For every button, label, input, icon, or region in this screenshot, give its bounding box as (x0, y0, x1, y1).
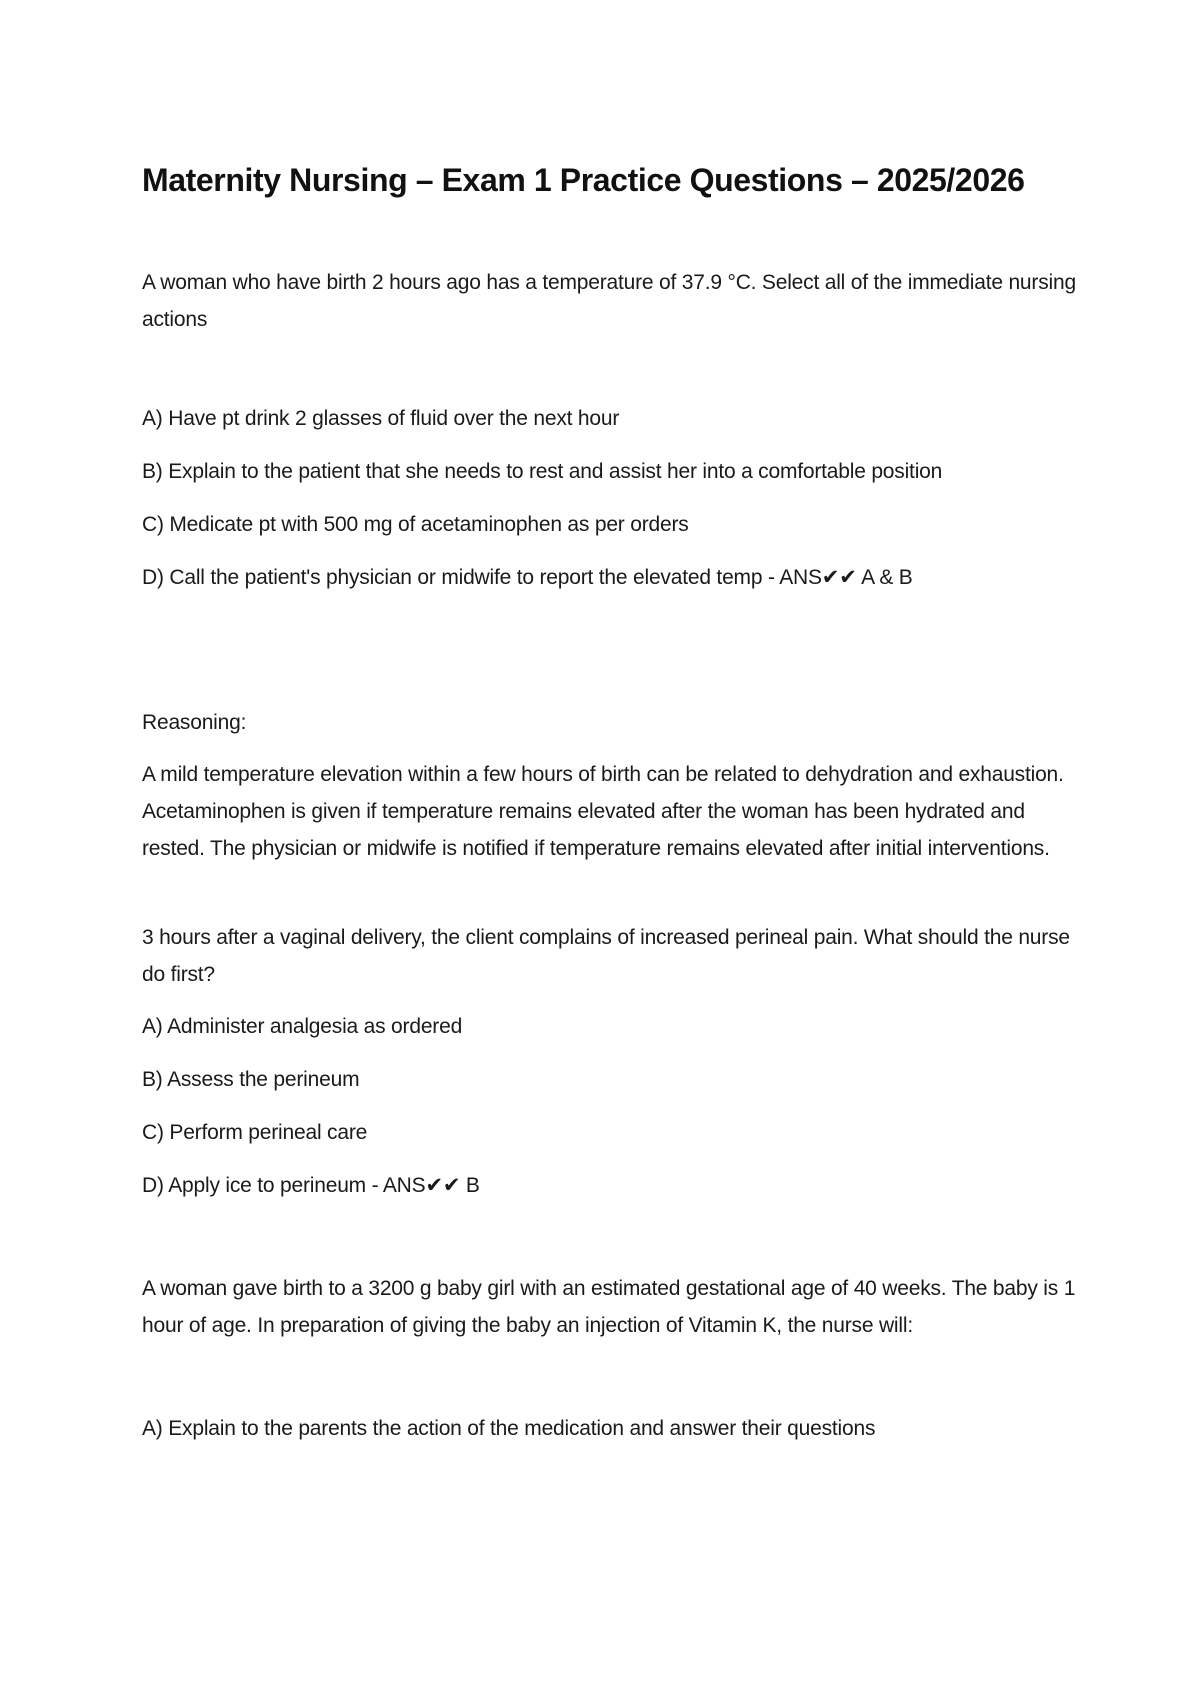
question-3-option-a: A) Explain to the parents the action of the medication and answer their questions (142, 1417, 876, 1440)
question-2-option-d: D) Apply ice to perineum - ANS✔✔ B (142, 1174, 480, 1197)
question-2-stem: 3 hours after a vaginal delivery, the client complains of increased perineal pain. What should the nurse do first? (142, 926, 1070, 986)
question-2 (142, 919, 1082, 1204)
question-2-option-b: B) Assess the perineum (142, 1068, 360, 1091)
question-2-option-c: C) Perform perineal care (142, 1121, 368, 1144)
page-title: Maternity Nursing – Exam 1 Practice Questions – 2025/2026 (142, 162, 1025, 198)
question-1-option-b: B) Explain to the patient that she needs to rest and assist her into a comfortable position (142, 460, 943, 483)
question-1-option-a: A) Have pt drink 2 glasses of fluid over the next hour (142, 407, 620, 430)
question-1-reasoning (142, 704, 1082, 867)
question-2-options (142, 1008, 1082, 1204)
question-3 (142, 1270, 1082, 1447)
document-content (142, 158, 1082, 1447)
question-1-option-c: C) Medicate pt with 500 mg of acetaminophen as per orders (142, 513, 689, 536)
question-2-option-a: A) Administer analgesia as ordered (142, 1015, 463, 1038)
reasoning-text: A mild temperature elevation within a few hours of birth can be related to dehydration and exhaustion. Acetaminophen is given if temperature remains elevated after the woman has been hydrated and rested. The physician or midwife is notified if temperature remains elevated after initial interventions. (142, 763, 1064, 860)
question-3-options (142, 1410, 1082, 1447)
question-1 (142, 264, 1082, 867)
question-1-stem: A woman who have birth 2 hours ago has a temperature of 37.9 °C. Select all of the immediate nursing actions (142, 271, 1076, 331)
reasoning-label: Reasoning: (142, 711, 247, 734)
question-1-option-d: D) Call the patient's physician or midwife to report the elevated temp - ANS✔✔ A & B (142, 566, 913, 589)
question-1-options (142, 400, 1082, 596)
question-3-stem: A woman gave birth to a 3200 g baby girl with an estimated gestational age of 40 weeks. The baby is 1 hour of age. In preparation of giving the baby an injection of Vitamin K, the nurse will: (142, 1277, 1076, 1337)
